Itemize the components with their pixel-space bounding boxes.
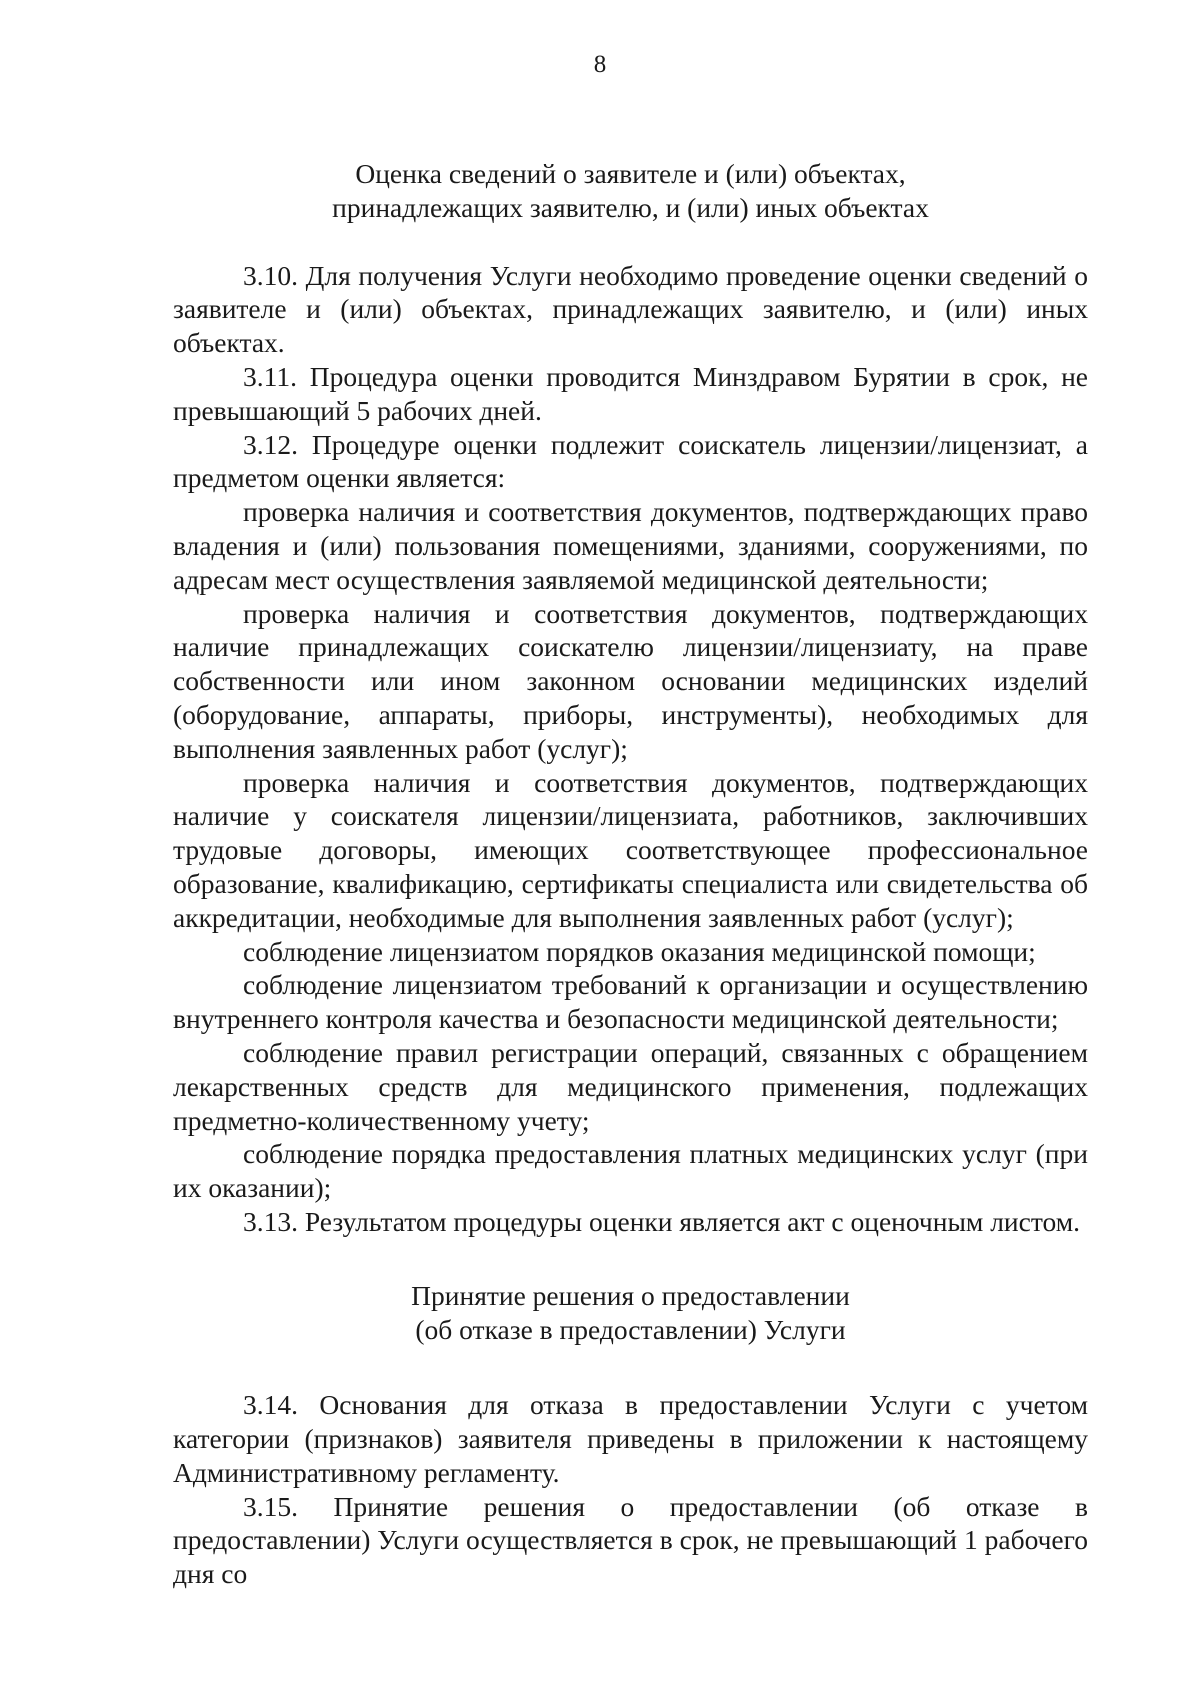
list-item-premises-check: проверка наличия и соответствия документов, подтверждающих право владения и (или) пользования помещениями, зданиями, сооружениями, по адресам мест осуществления заявляемой медицинской деятельности; (173, 496, 1088, 595)
paragraph-3-11: 3.11. Процедура оценки проводится Минздравом Бурятии в срок, не превышающий 5 рабочих дней. (173, 360, 1088, 426)
paragraph-3-14: 3.14. Основания для отказа в предоставлении Услуги с учетом категории (признаков) заявителя приведены в приложении к настоящему Административному регламенту. (173, 1389, 1088, 1488)
list-item-quality-control: соблюдение лицензиатом требований к организации и осуществлению внутреннего контроля качества и безопасности медицинской деятельности; (173, 969, 1088, 1035)
list-item-drug-registration: соблюдение правил регистрации операций, связанных с обращением лекарственных средств для медицинского применения, подлежащих предметно-количественному учету; (173, 1036, 1088, 1136)
list-item-paid-services: соблюдение порядка предоставления платных медицинских услуг (при их оказании); (173, 1138, 1088, 1204)
page-number: 8 (593, 51, 607, 78)
list-item-staff-check: проверка наличия и соответствия документов, подтверждающих наличие у соискателя лицензии/лицензиата, работников, заключивших трудовые договоры, имеющих соответствующее профессиональное образование, квалификацию, сертификаты специалиста или свидетельства об аккредитации, необходимые для выполнения заявленных работ (услуг); (173, 766, 1088, 933)
heading-line: Принятие решения о предоставлении (411, 1279, 850, 1311)
heading-line: принадлежащих заявителю, и (или) иных объектах (332, 191, 929, 223)
section-heading-decision (173, 1279, 1088, 1347)
list-item-care-procedures: соблюдение лицензиатом порядков оказания медицинской помощи; (243, 935, 1036, 967)
heading-line: Оценка сведений о заявителе и (или) объектах, (355, 158, 906, 189)
heading-line: (об отказе в предоставлении) Услуги (415, 1313, 846, 1345)
paragraph-3-13: 3.13. Результатом процедуры оценки является акт с оценочным листом. (243, 1205, 1081, 1237)
paragraph-3-10: 3.10. Для получения Услуги необходимо проведение оценки сведений о заявителе и (или) объектах, принадлежащих заявителю, и (или) иных объектах. (173, 259, 1088, 359)
section-heading-assessment (173, 157, 1088, 225)
document-body (173, 157, 1088, 1591)
paragraph-3-15: 3.15. Принятие решения о предоставлении (об отказе в предоставлении) Услуги осуществляется в срок, не превышающий 1 рабочего дня со (173, 1490, 1088, 1590)
paragraph-3-12: 3.12. Процедуре оценки подлежит соискатель лицензии/лицензиат, а предметом оценки является: (173, 428, 1088, 494)
list-item-equipment-check: проверка наличия и соответствия документов, подтверждающих наличие принадлежащих соискателю лицензии/лицензиату, на праве собственности или ином законном основании медицинских изделий (оборудование, аппараты, приборы, инструменты), необходимых для выполнения заявленных работ (услуг); (173, 597, 1088, 764)
